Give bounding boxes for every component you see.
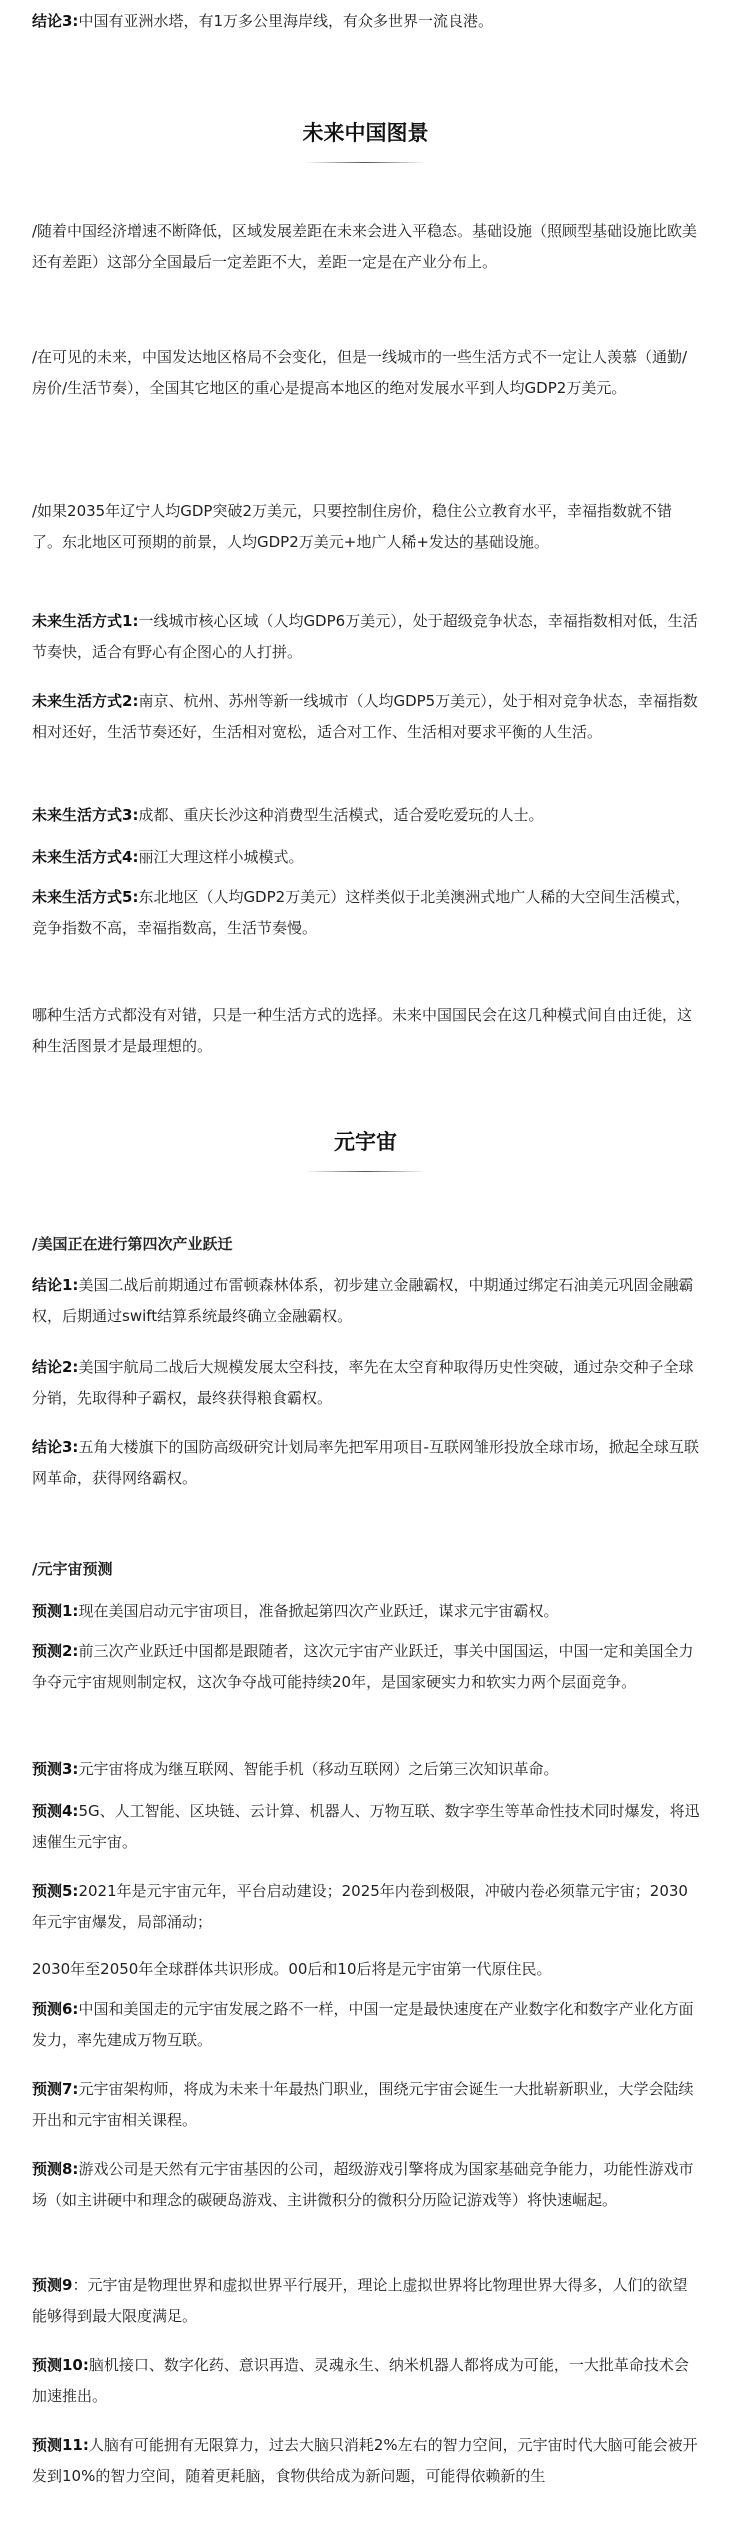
future-paragraph-3: /如果2035年辽宁人均GDP突破2万美元，只要控制住房价，稳住公立教育水平，幸福指数就不错了。东北地区可预期的前景，人均GDP2万美元+地广人稀+发达的基础设施。 (32, 502, 672, 551)
conclusion-text: 中国有亚洲水塔，有1万多公里海岸线，有众多世界一流良港。 (78, 12, 493, 30)
future-closing-paragraph: 哪种生活方式都没有对错，只是一种生活方式的选择。未来中国国民会在这几种模式间自由迁徙，这种生活图景才是最理想的。 (32, 1006, 693, 1055)
metaverse-conclusion (32, 1352, 700, 1414)
forecast-item (32, 2270, 700, 2332)
lifestyle-label: 未来生活方式4: (32, 848, 139, 866)
lifestyle-text: 丽江大理这样小城模式。 (138, 848, 304, 866)
lifestyle-item (32, 842, 700, 873)
forecast-item (32, 1596, 700, 1627)
conclusion-label: 结论3: (32, 12, 79, 30)
lifestyle-label: 未来生活方式5: (32, 888, 139, 906)
forecast-item (32, 1754, 700, 1785)
forecast-text: 元宇宙架构师，将成为未来十年最热门职业，围绕元宇宙会诞生一大批崭新职业，大学会陆续开出和元宇宙相关课程。 (32, 2080, 694, 2129)
forecast-label: 预测4: (32, 1802, 79, 1820)
lifestyle-label: 未来生活方式2: (32, 692, 139, 710)
forecast-label: 预测11: (32, 2436, 89, 2454)
conclusion-text: 五角大楼旗下的国防高级研究计划局率先把军用项目-互联网雏形投放全球市场，掀起全球互联网革命，获得网络霸权。 (32, 1438, 699, 1487)
lifestyle-item (32, 606, 700, 668)
forecast-text: 中国和美国走的元宇宙发展之路不一样，中国一定是最快速度在产业数字化和数字产业化方面发力，率先建成万物互联。 (32, 2000, 694, 2049)
forecast-text: 前三次产业跃迁中国都是跟随者，这次元宇宙产业跃迁，事关中国国运，中国一定和美国全力争夺元宇宙规则制定权，这次争夺战可能持续20年，是国家硬实力和软实力两个层面竞争。 (32, 1642, 694, 1691)
top-conclusion-3 (32, 6, 700, 37)
forecast-label: 预测3: (32, 1760, 79, 1778)
forecast-label: 预测6: (32, 2000, 79, 2018)
lifestyle-item (32, 800, 700, 831)
conclusion-label: 结论1: (32, 1276, 79, 1294)
conclusion-label: 结论3: (32, 1438, 79, 1456)
forecast-text: 游戏公司是天然有元宇宙基因的公司，超级游戏引擎将成为国家基础竞争能力，功能性游戏市场（如主讲硬中和理念的碳硬岛游戏、主讲微积分的微积分历险记游戏等）将快速崛起。 (32, 2160, 694, 2209)
forecast-item (32, 1994, 700, 2056)
forecast-item (32, 1876, 700, 1938)
forecast-item (32, 1636, 700, 1698)
section-divider (305, 162, 426, 164)
forecast-label: 预测7: (32, 2080, 79, 2098)
lifestyle-text: 成都、重庆长沙这种消费型生活模式，适合爱吃爱玩的人士。 (138, 806, 544, 824)
forecast-text: 2030年至2050年全球群体共识形成。00后和10后将是元宇宙第一代原住民。 (32, 1960, 552, 1978)
conclusion-text: 美国宇航局二战后大规模发展太空科技，率先在太空育种取得历史性突破，通过杂交种子全球分销，先取得种子霸权，最终获得粮食霸权。 (32, 1358, 694, 1407)
lifestyle-text: 南京、杭州、苏州等新一线城市（人均GDP5万美元），处于相对竞争状态，幸福指数相对还好，生活节奏还好，生活相对宽松，适合对工作、生活相对要求平衡的人生活。 (32, 692, 698, 741)
forecast-item (32, 1796, 700, 1858)
forecast-item (32, 2074, 700, 2136)
forecast-label: 预测5: (32, 1882, 79, 1900)
future-paragraph-1: /随着中国经济增速不断降低，区域发展差距在未来会进入平稳态。基础设施（照顾型基础设施比欧美还有差距）这部分全国最后一定差距不大，差距一定是在产业分布上。 (32, 222, 698, 271)
forecast-text: 5G、人工智能、区块链、云计算、机器人、万物互联、数字孪生等革命性技术同时爆发，将迅速催生元宇宙。 (32, 1802, 700, 1851)
future-paragraph-2: /在可见的未来，中国发达地区格局不会变化，但是一线城市的一些生活方式不一定让人羡慕（通勤/房价/生活节奏），全国其它地区的重心是提高本地区的绝对发展水平到人均GDP2万美元。 (32, 348, 688, 397)
forecast-text: 现在美国启动元宇宙项目，准备掀起第四次产业跃迁，谋求元宇宙霸权。 (78, 1602, 559, 1620)
lifestyle-item (32, 686, 700, 748)
lifestyle-label: 未来生活方式1: (32, 612, 139, 630)
conclusion-text: 美国二战后前期通过布雷顿森林体系，初步建立金融霸权，中期通过绑定石油美元巩固金融霸权，后期通过swift结算系统最终确立金融霸权。 (32, 1276, 694, 1325)
forecast-item (32, 2430, 700, 2492)
section-title-future-china: 未来中国图景 (302, 121, 429, 145)
metaverse-conclusion (32, 1270, 700, 1332)
forecast-item (32, 1954, 700, 1985)
forecast-text: ：元宇宙是物理世界和虚拟世界平行展开，理论上虚拟世界将比物理世界大得多，人们的欲望能够得到最大限度满足。 (32, 2276, 688, 2325)
forecast-label: 预测9 (32, 2276, 73, 2294)
lifestyle-text: 一线城市核心区域（人均GDP6万美元），处于超级竞争状态，幸福指数相对低，生活节奏快，适合有野心有企图心的人打拼。 (32, 612, 698, 661)
forecast-text: 2021年是元宇宙元年，平台启动建设；2025年内卷到极限，冲破内卷必须靠元宇宙；2030年元宇宙爆发，局部涌动； (32, 1882, 688, 1931)
forecast-item (32, 2154, 700, 2216)
section-title-metaverse: 元宇宙 (334, 1130, 397, 1154)
lifestyle-item (32, 882, 700, 944)
forecast-label: 预测2: (32, 1642, 79, 1660)
lifestyle-label: 未来生活方式3: (32, 806, 139, 824)
metaverse-conclusion (32, 1432, 700, 1494)
us-heading: /美国正在进行第四次产业跃迁 (32, 1235, 233, 1253)
forecast-text: 元宇宙将成为继互联网、智能手机（移动互联网）之后第三次知识革命。 (78, 1760, 559, 1778)
forecast-heading: /元宇宙预测 (32, 1560, 113, 1578)
conclusion-label: 结论2: (32, 1358, 79, 1376)
forecast-item (32, 2350, 700, 2412)
forecast-text: 脑机接口、数字化药、意识再造、灵魂永生、纳米机器人都将成为可能，一大批革命技术会加速推出。 (32, 2356, 689, 2405)
forecast-label: 预测8: (32, 2160, 79, 2178)
forecast-text: 人脑有可能拥有无限算力，过去大脑只消耗2%左右的智力空间，元宇宙时代大脑可能会被开发到10%的智力空间，随着更耗脑，食物供给成为新问题，可能得依赖新的生 (32, 2436, 698, 2485)
lifestyle-text: 东北地区（人均GDP2万美元）这样类似于北美澳洲式地广人稀的大空间生活模式，竞争指数不高，幸福指数高，生活节奏慢。 (32, 888, 691, 937)
forecast-label: 预测1: (32, 1602, 79, 1620)
forecast-label: 预测10: (32, 2356, 89, 2374)
section-divider (305, 1171, 426, 1173)
